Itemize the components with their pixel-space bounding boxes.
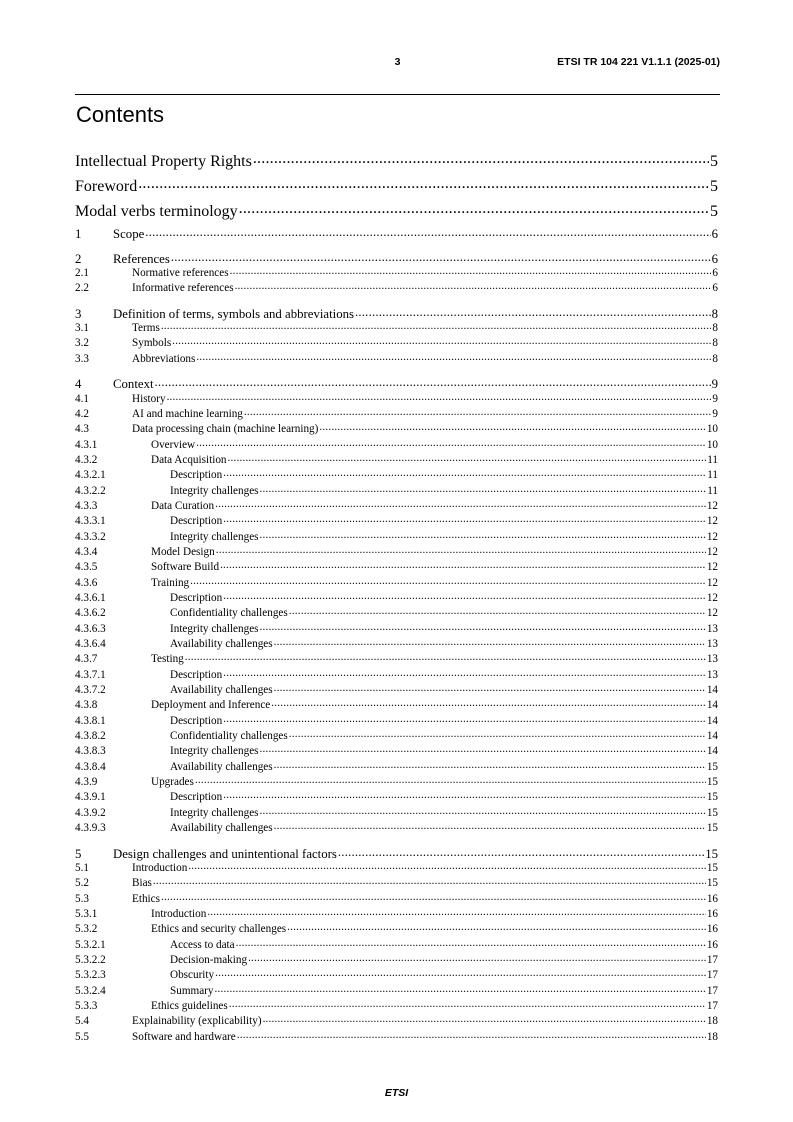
toc-entry[interactable] [75,682,718,696]
toc-entry[interactable] [75,774,718,788]
toc-dot-leader [153,875,706,886]
toc-entry-title: Obscurity [170,969,215,982]
toc-entry-number: 4.3.8.3 [75,745,106,758]
toc-entry-title: Context [113,376,154,391]
toc-dot-leader [253,150,709,166]
toc-entry-number: 4.3.2 [75,454,98,467]
toc-dot-leader [248,952,706,963]
toc-entry[interactable] [75,1029,718,1043]
toc-entry-title: Integrity challenges [170,623,259,636]
toc-entry[interactable] [75,452,718,466]
toc-entry-page: 5 [710,153,718,170]
toc-entry-number: 4.3.3.2 [75,531,106,544]
toc-entry-title: Integrity challenges [170,485,259,498]
toc-entry-number: 5.3 [75,893,89,906]
toc-dot-leader [260,743,706,754]
toc-entry-title: Modal verbs terminology [75,203,238,220]
toc-entry[interactable] [75,921,718,935]
toc-dot-leader [171,250,711,263]
toc-entry-title: Scope [113,226,145,241]
toc-dot-leader [195,774,706,785]
toc-entry[interactable] [75,875,718,889]
toc-entry-title: Description [170,515,223,528]
toc-entry[interactable] [75,559,718,573]
toc-entry-number: 4.3.1 [75,439,98,452]
toc-dot-leader [220,559,706,570]
toc-entry-number: 5 [75,846,82,861]
toc-entry[interactable] [75,667,718,681]
toc-entry-title: Ethics and security challenges [151,923,287,936]
toc-entry-number: 4.3.3 [75,500,98,513]
toc-dot-leader [228,452,707,463]
toc-entry[interactable] [75,513,718,527]
toc-entry-title: Informative references [132,282,234,295]
toc-entry-page: 13 [706,653,718,666]
toc-entry-number: 4.2 [75,408,89,421]
toc-entry-page: 6 [711,226,718,241]
toc-entry-page: 16 [706,893,718,906]
toc-entry-page: 6 [711,251,718,266]
toc-entry-page: 5 [710,178,718,195]
toc-entry-number: 2.1 [75,267,89,280]
toc-dot-leader [215,498,706,509]
toc-dot-leader [289,605,706,616]
toc-entry-number: 4.3.4 [75,546,98,559]
toc-entry-page: 8 [711,306,718,321]
toc-entry[interactable] [75,906,718,920]
toc-entry-page: 18 [706,1015,718,1028]
toc-entry-title: Introduction [151,908,207,921]
toc-entry-number: 4.3.6 [75,577,98,590]
toc-dot-leader [244,406,712,417]
toc-entry-title: Description [170,715,223,728]
toc-entry-page: 14 [706,699,718,712]
toc-dot-leader [319,421,705,432]
toc-entry[interactable] [75,789,718,803]
toc-entry-title: References [113,251,170,266]
toc-entry-number: 5.1 [75,862,89,875]
toc-entry-page: 13 [706,669,718,682]
toc-dot-leader [188,860,706,871]
toc-entry-title: Description [170,592,223,605]
toc-entry-title: Ethics [132,893,160,906]
toc-entry[interactable] [75,713,718,727]
toc-entry-page: 15 [706,807,718,820]
toc-dot-leader [274,682,706,693]
toc-entry[interactable] [75,743,718,757]
toc-entry-page: 15 [706,791,718,804]
toc-entry-title: Confidentiality challenges [170,730,288,743]
toc-entry-page: 14 [706,684,718,697]
toc-entry-page: 10 [706,423,718,436]
toc-entry-page: 14 [706,715,718,728]
toc-entry-number: 5.3.1 [75,908,98,921]
toc-dot-leader [229,998,706,1009]
toc-entry-title: Availability challenges [170,638,273,651]
toc-entry-title: Training [151,577,190,590]
toc-entry-number: 4.3.8.4 [75,761,106,774]
toc-entry-page: 9 [712,408,718,421]
toc-entry[interactable] [75,651,718,665]
toc-dot-leader [223,713,706,724]
toc-entry-title: Abbreviations [132,353,196,366]
toc-entry-page: 14 [706,745,718,758]
toc-entry[interactable] [75,759,718,773]
toc-entry[interactable] [75,952,718,966]
toc-entry-title: Integrity challenges [170,531,259,544]
toc-entry-number: 5.2 [75,877,89,890]
toc-entry[interactable] [75,590,718,604]
toc-entry[interactable] [75,150,718,171]
toc-entry-number: 4.3.2.1 [75,469,106,482]
toc-entry-number: 2 [75,251,82,266]
toc-dot-leader [239,200,709,216]
toc-dot-leader [190,575,706,586]
toc-entry-page: 18 [706,1031,718,1044]
toc-entry-number: 4.3.3.1 [75,515,106,528]
toc-dot-leader [223,513,706,524]
toc-entry-number: 4.3.9.1 [75,791,106,804]
toc-dot-leader [138,175,709,191]
toc-entry-number: 5.5 [75,1031,89,1044]
toc-entry[interactable] [75,437,718,451]
toc-entry-title: Data Acquisition [151,454,227,467]
toc-entry-page: 15 [706,761,718,774]
toc-entry[interactable] [75,200,718,221]
toc-entry-page: 12 [706,546,718,559]
toc-entry-page: 10 [706,439,718,452]
toc-entry-number: 5.3.3 [75,1000,98,1013]
toc-entry-number: 5.4 [75,1015,89,1028]
toc-entry-page: 14 [706,730,718,743]
toc-dot-leader [235,280,712,291]
toc-dot-leader [161,891,706,902]
toc-entry[interactable] [75,351,718,365]
toc-entry-title: Data processing chain (machine learning) [132,423,319,436]
toc-entry-title: Availability challenges [170,761,273,774]
toc-entry[interactable] [75,820,718,834]
toc-entry-title: Confidentiality challenges [170,607,288,620]
contents-title: Contents [76,102,165,127]
toc-entry[interactable] [75,605,718,619]
toc-entry-title: Access to data [170,939,235,952]
toc-dot-leader [223,590,706,601]
toc-dot-leader [289,728,706,739]
toc-entry-title: Upgrades [151,776,194,789]
toc-entry-page: 9 [712,393,718,406]
toc-dot-leader [237,1029,706,1040]
toc-entry-page: 12 [706,577,718,590]
toc-entry-number: 4.3.7.2 [75,684,106,697]
toc-entry-title: AI and machine learning [132,408,243,421]
toc-dot-leader [260,529,706,540]
toc-entry-title: Summary [170,985,214,998]
toc-entry-page: 13 [706,623,718,636]
toc-entry-page: 12 [706,500,718,513]
toc-entry-number: 2.2 [75,282,89,295]
toc-dot-leader [274,820,706,831]
toc-entry[interactable] [75,421,718,435]
toc-entry[interactable] [75,335,718,349]
toc-entry-number: 4.3.7 [75,653,98,666]
toc-entry[interactable] [75,805,718,819]
toc-dot-leader [230,265,712,276]
toc-entry-title: Ethics guidelines [151,1000,228,1013]
toc-entry-number: 4.3.8.2 [75,730,106,743]
toc-entry-page: 6 [712,282,718,295]
toc-entry-page: 11 [707,454,718,467]
toc-entry-number: 4.1 [75,393,89,406]
toc-entry-page: 17 [706,969,718,982]
toc-entry-number: 4.3.5 [75,561,98,574]
toc-entry[interactable] [75,175,718,196]
toc-dot-leader [338,845,704,858]
toc-entry-number: 5.3.2.4 [75,985,106,998]
toc-entry[interactable] [75,265,718,279]
toc-entry-number: 4.3.6.3 [75,623,106,636]
toc-entry-title: Explainability (explicability) [132,1015,262,1028]
toc-dot-leader [236,937,706,948]
toc-entry[interactable] [75,891,718,905]
toc-entry-page: 11 [707,485,718,498]
toc-entry-page: 12 [706,515,718,528]
toc-entry[interactable] [75,998,718,1012]
toc-dot-leader [271,697,706,708]
toc-entry[interactable] [75,983,718,997]
toc-entry-title: Integrity challenges [170,745,259,758]
toc-dot-leader [196,437,706,448]
toc-entry-title: Overview [151,439,196,452]
toc-entry-page: 12 [706,607,718,620]
toc-entry-title: Deployment and Inference [151,699,271,712]
toc-entry-title: Description [170,469,223,482]
toc-entry-title: Description [170,669,223,682]
toc-entry-page: 17 [706,954,718,967]
toc-entry-title: Intellectual Property Rights [75,153,252,170]
toc-entry-number: 3 [75,306,82,321]
toc-entry[interactable] [75,483,718,497]
toc-entry-number: 4.3.2.2 [75,485,106,498]
toc-entry[interactable] [75,728,718,742]
toc-dot-leader [274,636,706,647]
toc-entry-page: 15 [706,877,718,890]
page-footer: ETSI [384,1087,409,1099]
toc-entry-number: 5.3.2.3 [75,969,106,982]
toc-entry-title: Testing [151,653,184,666]
toc-dot-leader [223,667,706,678]
toc-entry-page: 15 [706,862,718,875]
toc-entry[interactable] [75,937,718,951]
toc-entry-title: Software Build [151,561,220,574]
toc-entry-page: 16 [706,908,718,921]
toc-entry-title: Data Curation [151,500,215,513]
toc-entry-page: 6 [712,267,718,280]
toc-entry-title: Decision-making [170,954,248,967]
toc-entry-title: Software and hardware [132,1031,236,1044]
toc-entry-page: 16 [706,939,718,952]
toc-dot-leader [161,320,712,331]
toc-entry-page: 17 [706,985,718,998]
toc-entry-number: 5.3.2.2 [75,954,106,967]
toc-dot-leader [260,621,706,632]
toc-entry-page: 5 [710,203,718,220]
toc-entry-page: 12 [706,561,718,574]
toc-dot-leader [287,921,706,932]
toc-dot-leader [260,483,707,494]
toc-dot-leader [196,351,711,362]
toc-entry-number: 4.3.9.2 [75,807,106,820]
toc-entry-title: Foreword [75,178,138,195]
toc-entry-number: 5.3.2 [75,923,98,936]
toc-dot-leader [215,967,706,978]
toc-entry-number: 4.3.7.1 [75,669,106,682]
toc-entry-number: 4.3.6.1 [75,592,106,605]
toc-entry-page: 9 [711,376,718,391]
toc-dot-leader [185,651,706,662]
toc-entry-number: 3.3 [75,353,89,366]
toc-entry-page: 11 [707,469,718,482]
toc-dot-leader [215,983,706,994]
toc-dot-leader [260,805,706,816]
toc-entry-title: Introduction [132,862,188,875]
toc-entry[interactable] [75,467,718,481]
toc-entry[interactable] [75,225,718,242]
toc-entry[interactable] [75,320,718,334]
toc-entry-page: 13 [706,638,718,651]
toc-entry[interactable] [75,280,718,294]
toc-entry-title: Terms [132,322,160,335]
toc-entry[interactable] [75,391,718,405]
toc-entry[interactable] [75,544,718,558]
toc-dot-leader [207,906,706,917]
toc-entry-page: 15 [705,846,718,861]
toc-entry[interactable] [75,406,718,420]
toc-entry-number: 4.3 [75,423,89,436]
toc-dot-leader [355,305,711,318]
toc-entry-number: 4 [75,376,82,391]
toc-entry-number: 3.2 [75,337,89,350]
toc-entry-page: 12 [706,592,718,605]
toc-dot-leader [223,467,706,478]
toc-dot-leader [145,225,710,238]
toc-entry-number: 4.3.8 [75,699,98,712]
toc-entry-number: 3.1 [75,322,89,335]
toc-entry-page: 16 [706,923,718,936]
toc-entry[interactable] [75,575,718,589]
toc-entry-page: 8 [712,322,718,335]
toc-entry[interactable] [75,636,718,650]
toc-dot-leader [274,759,706,770]
toc-entry[interactable] [75,375,718,392]
toc-entry[interactable] [75,860,718,874]
toc-dot-leader [223,789,706,800]
toc-entry-page: 12 [706,531,718,544]
toc-entry-title: Description [170,791,223,804]
toc-entry-title: Definition of terms, symbols and abbreviations [113,306,354,321]
toc-entry[interactable] [75,529,718,543]
toc-entry-page: 17 [706,1000,718,1013]
toc-entry-number: 4.3.8.1 [75,715,106,728]
toc-entry-page: 8 [712,337,718,350]
toc-entry-title: History [132,393,166,406]
toc-entry[interactable] [75,1013,718,1027]
toc-entry-page: 8 [712,353,718,366]
page-number: 3 [394,56,401,68]
toc-entry-number: 1 [75,226,82,241]
toc-entry[interactable] [75,967,718,981]
toc-dot-leader [172,335,711,346]
toc-entry-number: 5.3.2.1 [75,939,106,952]
toc-entry-title: Symbols [132,337,172,350]
toc-entry-number: 4.3.9 [75,776,98,789]
toc-entry-page: 15 [706,822,718,835]
toc-dot-leader [216,544,706,555]
toc-entry-number: 4.3.6.4 [75,638,106,651]
toc-entry-page: 15 [706,776,718,789]
toc-entry-title: Design challenges and unintentional factors [113,846,337,861]
toc-entry-title: Integrity challenges [170,807,259,820]
toc-entry-number: 4.3.9.3 [75,822,106,835]
toc-entry-number: 4.3.6.2 [75,607,106,620]
toc-entry[interactable] [75,621,718,635]
toc-entry-title: Normative references [132,267,229,280]
toc-entry[interactable] [75,498,718,512]
toc-entry-title: Availability challenges [170,822,273,835]
toc-entry-title: Availability challenges [170,684,273,697]
toc-entry[interactable] [75,697,718,711]
toc-dot-leader [167,391,712,402]
toc-entry-title: Model Design [151,546,215,559]
toc-dot-leader [155,375,711,388]
document-id: ETSI TR 104 221 V1.1.1 (2025-01) [557,56,720,68]
toc-dot-leader [263,1013,706,1024]
toc-entry-title: Bias [132,877,152,890]
